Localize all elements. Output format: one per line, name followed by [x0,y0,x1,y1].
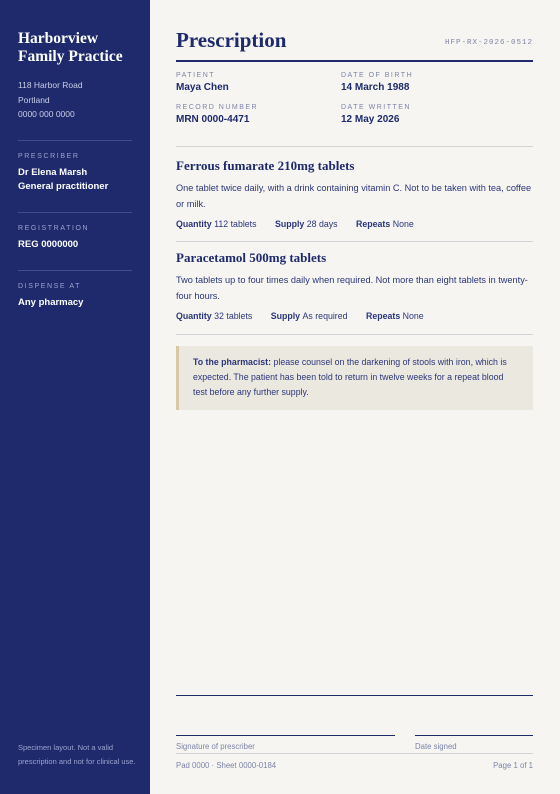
supply-label: Supply [274,219,305,229]
written-value: 12 May 2026 [341,114,400,125]
patient-cell [176,72,351,93]
practice-name-line2: Family Practice [18,48,123,65]
patient-name: Maya Chen [176,82,229,93]
dispense-value: Any pharmacy [18,296,84,308]
medication-name: Ferrous fumarate 210mg tablets [176,158,355,173]
medication-item [176,250,533,321]
prescriber-details [18,166,132,194]
reference-number: HFP-RX-2026-0512 [444,39,533,47]
note-lead: To the pharmacist: [193,357,272,367]
prescriber-name: Dr Elena Marsh [18,166,88,178]
repeats-value: None [392,219,414,229]
footer-divider [176,753,533,754]
medication-meta [176,311,533,321]
patient-label: PATIENT [176,72,216,79]
supply-label: Supply [270,311,301,321]
written-cell [341,104,516,125]
practice-address [18,78,132,122]
date-signed-label: Date signed [415,742,457,751]
pad-sheet-number: Pad 0000 · Sheet 0000-0184 [176,761,277,770]
title-row [176,28,533,62]
record-value: MRN 0000-4471 [176,114,250,125]
supply-value: As required [302,311,348,321]
note-text: please counsel on the darkening of stools with iron, which is expected. The patient has been told to return in twelve weeks for a repeat blood test before any further supply. [193,357,507,397]
registration-value: REG 0000000 [18,238,79,250]
address-line1: 118 Harbor Road [18,80,83,90]
quantity [176,219,257,229]
registration-label: REGISTRATION [18,224,90,232]
quantity-value: 112 tablets [214,219,257,229]
quantity-label: Quantity [176,219,212,229]
practice-phone: 0000 000 0000 [18,109,75,119]
dispense-label: DISPENSE AT [18,282,81,290]
record-label: RECORD NUMBER [176,104,259,111]
date-signed-line[interactable] [415,735,533,736]
sidebar-divider [18,140,132,141]
quantity-label: Quantity [176,311,212,321]
supply [275,219,338,229]
medication-directions: Two tablets up to four times daily when required. Not more than eight tablets in twenty-four hours. [176,275,528,301]
prescriber-signature-line[interactable] [176,735,395,736]
sidebar-divider [18,212,132,213]
dob-value: 14 March 1988 [341,82,410,93]
medication-directions: One tablet twice daily, with a drink containing vitamin C. Not to be taken with tea, coffee or milk. [176,183,532,209]
dob-label: DATE OF BIRTH [341,72,414,79]
pharmacist-note [176,346,533,410]
medication-meta [176,219,533,229]
section-divider [176,241,533,242]
section-divider [176,334,533,335]
address-line2: Portland [18,94,50,105]
repeats [366,311,424,321]
page-title: Prescription [176,28,287,52]
specimen-disclaimer: Specimen layout. Not a valid prescription and not for clinical use. [18,743,136,766]
section-divider [176,146,533,147]
written-label: DATE WRITTEN [341,104,411,111]
quantity-value: 32 tablets [214,311,253,321]
dob-cell [341,72,516,93]
medication-name: Paracetamol 500mg tablets [176,250,327,265]
practice-name-line1: Harborview [18,30,99,47]
prescriber-label: PRESCRIBER [18,152,80,160]
page-number: Page 1 of 1 [493,761,533,770]
sidebar-divider [18,270,132,271]
supply-value: 28 days [306,219,338,229]
practice-name [18,30,132,66]
sidebar [0,0,150,794]
repeats-label: Repeats [356,219,391,229]
repeats-label: Repeats [365,311,401,321]
record-cell [176,104,351,125]
repeats [356,219,414,229]
quantity [176,311,252,321]
prescriber-role: General practitioner [18,180,109,192]
prescriber-signature-label: Signature of prescriber [176,742,255,751]
signature-block-rule [176,695,533,696]
repeats-value: None [402,311,424,321]
medication-item [176,158,533,229]
supply [271,311,348,321]
